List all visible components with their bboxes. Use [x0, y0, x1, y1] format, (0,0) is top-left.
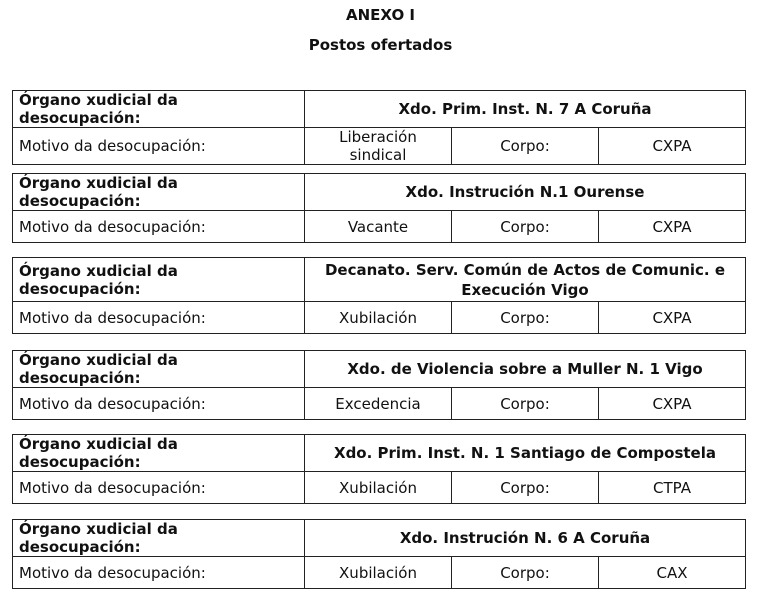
- corps-value: CTPA: [599, 472, 746, 504]
- organ-value: Xdo. Instrución N. 6 A Coruña: [305, 520, 746, 557]
- reason-value: Liberación sindical: [305, 128, 452, 165]
- reason-label: Motivo da desocupación:: [13, 472, 305, 504]
- corps-label: Corpo:: [452, 472, 599, 504]
- organ-value: Xdo. de Violencia sobre a Muller N. 1 Vigo: [305, 351, 746, 388]
- corps-value: CAX: [599, 557, 746, 589]
- post-table: [12, 257, 746, 334]
- reason-label: Motivo da desocupación:: [13, 128, 305, 165]
- corps-label: Corpo:: [452, 128, 599, 165]
- organ-label: Órgano xudicial da desocupación:: [13, 91, 305, 128]
- corps-value: CXPA: [599, 388, 746, 420]
- post-table: [12, 173, 746, 243]
- corps-value: CXPA: [599, 128, 746, 165]
- reason-label: Motivo da desocupación:: [13, 557, 305, 589]
- annex-title: ANEXO I: [346, 6, 415, 24]
- reason-value: Xubilación: [305, 557, 452, 589]
- reason-value: Xubilación: [305, 302, 452, 334]
- organ-label: Órgano xudicial da desocupación:: [13, 258, 305, 302]
- organ-value: Decanato. Serv. Común de Actos de Comunic. e Execución Vigo: [305, 258, 746, 302]
- reason-label: Motivo da desocupación:: [13, 211, 305, 243]
- corps-label: Corpo:: [452, 557, 599, 589]
- organ-label: Órgano xudicial da desocupación:: [13, 174, 305, 211]
- post-table: [12, 90, 746, 165]
- reason-value: Excedencia: [305, 388, 452, 420]
- corps-value: CXPA: [599, 302, 746, 334]
- reason-label: Motivo da desocupación:: [13, 388, 305, 420]
- organ-value: Xdo. Instrución N.1 Ourense: [305, 174, 746, 211]
- organ-label: Órgano xudicial da desocupación:: [13, 520, 305, 557]
- reason-label: Motivo da desocupación:: [13, 302, 305, 334]
- organ-value: Xdo. Prim. Inst. N. 1 Santiago de Compostela: [305, 435, 746, 472]
- organ-label: Órgano xudicial da desocupación:: [13, 351, 305, 388]
- reason-value: Xubilación: [305, 472, 452, 504]
- post-table: [12, 519, 746, 589]
- organ-label: Órgano xudicial da desocupación:: [13, 435, 305, 472]
- post-table: [12, 434, 746, 504]
- corps-label: Corpo:: [452, 388, 599, 420]
- annex-subtitle: Postos ofertados: [308, 36, 453, 54]
- organ-value: Xdo. Prim. Inst. N. 7 A Coruña: [305, 91, 746, 128]
- corps-value: CXPA: [599, 211, 746, 243]
- post-table: [12, 350, 746, 420]
- corps-label: Corpo:: [452, 302, 599, 334]
- corps-label: Corpo:: [452, 211, 599, 243]
- reason-value: Vacante: [305, 211, 452, 243]
